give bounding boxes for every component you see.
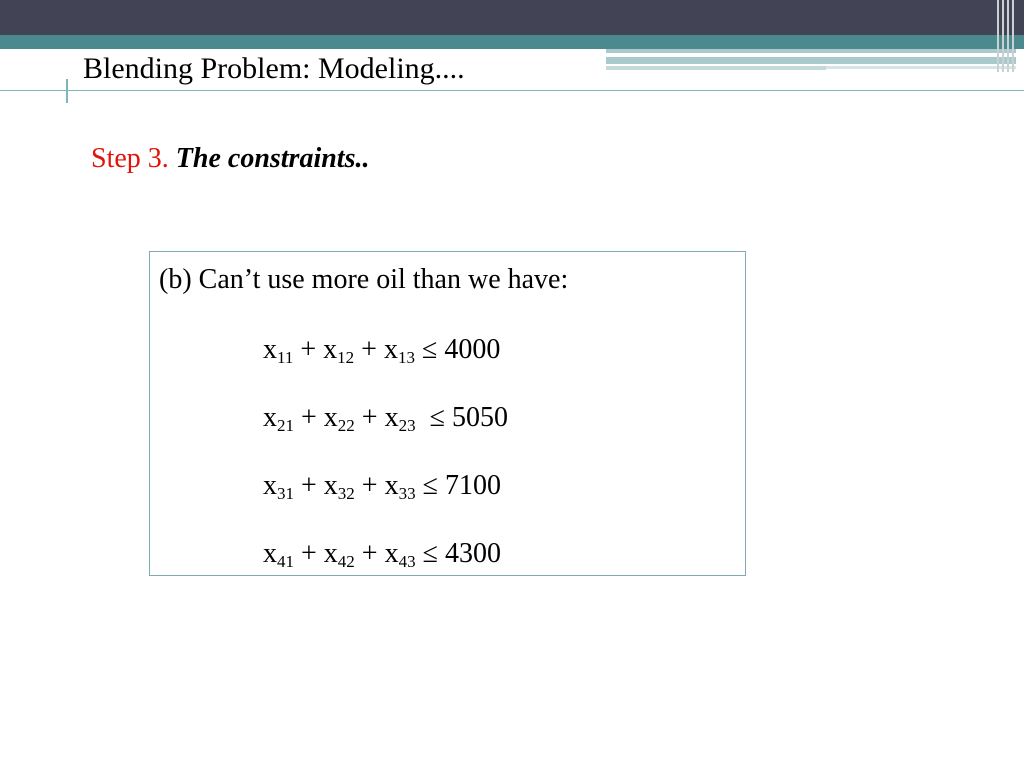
rhs-value: 5050 xyxy=(451,402,508,433)
variable-subscript: 21 xyxy=(277,416,294,435)
variable-subscript: 31 xyxy=(277,484,294,503)
step-label: Step 3. xyxy=(91,143,169,174)
step-line xyxy=(91,143,369,175)
relation: ≤ xyxy=(422,538,438,569)
rhs-value: 7100 xyxy=(444,470,501,501)
relation: ≤ xyxy=(421,334,438,365)
variable-subscript: 11 xyxy=(277,348,294,367)
constraint-equation: $x_{21} + x_{22} + x_{23} \le 5050$ xyxy=(263,402,508,435)
relation: ≤ xyxy=(429,402,445,433)
variable: x xyxy=(263,470,277,501)
decorative-line xyxy=(997,0,999,72)
constraint-equation: $x_{31} + x_{32} + x_{33} \le 7100$ xyxy=(263,470,501,503)
decorative-line xyxy=(1007,0,1009,72)
variable: x xyxy=(383,334,398,365)
title-divider xyxy=(0,90,1024,91)
header-accent-line xyxy=(606,66,826,70)
header-accent-line xyxy=(606,49,1016,53)
header-accent-line xyxy=(606,57,1016,64)
rhs-value: 4300 xyxy=(444,538,501,569)
rhs-value: 4000 xyxy=(444,334,501,365)
variable-subscript: 33 xyxy=(398,484,416,503)
variable: x xyxy=(384,470,399,501)
decorative-line xyxy=(1002,0,1004,72)
variable: x xyxy=(263,538,277,569)
header-accent-band xyxy=(0,35,1024,49)
variable: x xyxy=(263,334,277,365)
variable-subscript: 22 xyxy=(337,416,355,435)
variable: x xyxy=(384,538,399,569)
variable-subscript: 13 xyxy=(397,348,415,367)
variable: x xyxy=(263,402,277,433)
divider-tick xyxy=(66,79,68,103)
variable: x xyxy=(323,470,338,501)
step-heading: The constraints.. xyxy=(175,143,370,174)
variable: x xyxy=(323,334,338,365)
decorative-line xyxy=(1012,0,1014,72)
variable-subscript: 32 xyxy=(337,484,355,503)
variable: x xyxy=(323,538,338,569)
constraints-heading: (b) Can’t use more oil than we have: xyxy=(159,264,569,295)
variable-subscript: 23 xyxy=(398,416,416,435)
constraint-equation: $x_{41} + x_{42} + x_{43} \le 4300$ xyxy=(263,538,501,571)
variable-subscript: 42 xyxy=(337,552,355,571)
header-accent-line xyxy=(826,66,1016,69)
variable-subscript: 12 xyxy=(337,348,355,367)
variable: x xyxy=(323,402,338,433)
slide-title: Blending Problem: Modeling.... xyxy=(83,52,465,85)
constraints-box xyxy=(149,251,746,576)
constraint-equation: $x_{11} + x_{12} + x_{13} \le 4000$ xyxy=(263,334,501,367)
relation: ≤ xyxy=(422,470,438,501)
variable-subscript: 41 xyxy=(277,552,294,571)
header-bar xyxy=(0,0,1024,35)
variable: x xyxy=(384,402,399,433)
variable-subscript: 43 xyxy=(398,552,416,571)
